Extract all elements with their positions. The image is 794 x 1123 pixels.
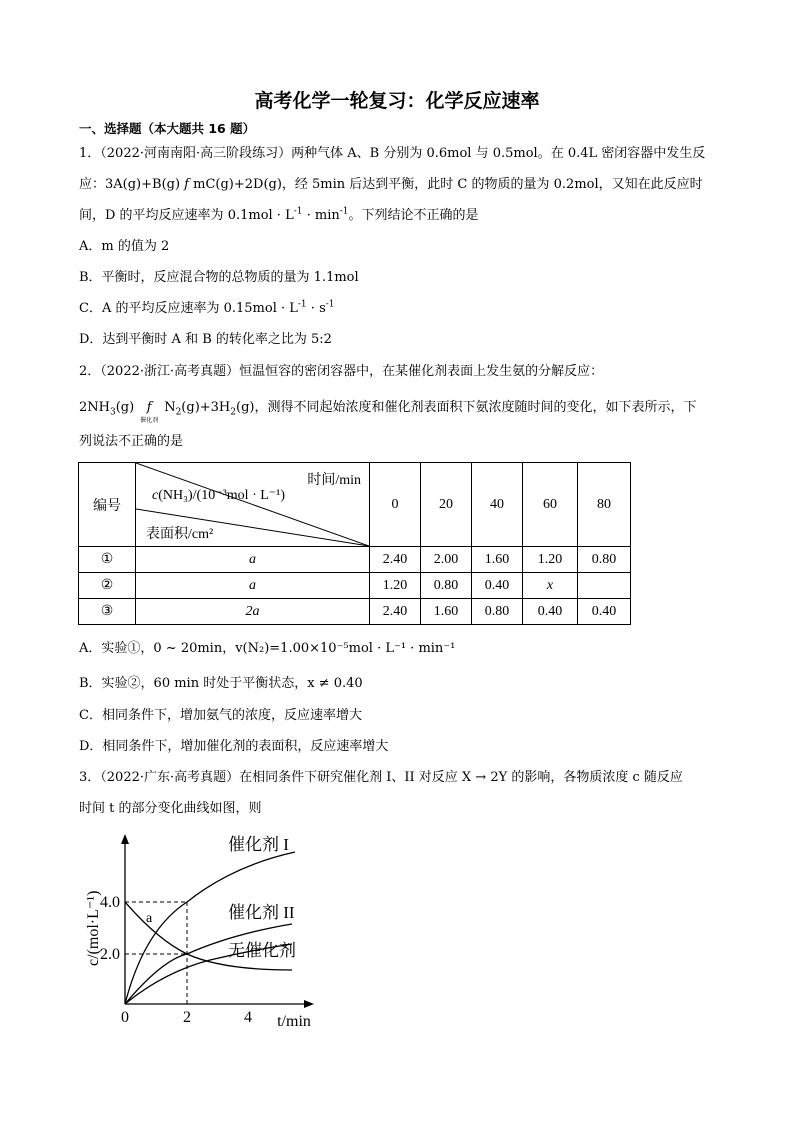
row-value: 1.20 [370, 573, 421, 599]
time-header-80: 80 [578, 463, 631, 547]
q2-eq-catalyst: 催化剂 [140, 417, 159, 424]
time-header-40: 40 [472, 463, 523, 547]
q1-option-b: B．平衡时，反应混合物的总物质的量为 1.1mol [79, 270, 359, 285]
label-catalyst-2: 催化剂 II [228, 903, 295, 922]
page-title: 高考化学一轮复习：化学反应速率 [254, 90, 540, 112]
q2-line3: 列说法不正确的是 [79, 434, 184, 449]
row-value: 1.60 [421, 599, 472, 625]
q2-option-d: D．相同条件下，增加催化剂的表面积，反应速率增大 [79, 739, 389, 754]
row-value: 2.40 [370, 547, 421, 573]
q1-line1: 1．（2022·河南南阳·高三阶段练习）两种气体 A、B 分别为 0.6mol 与 0.5mol。在 0.4L 密闭容器中发生反 [79, 146, 706, 161]
header-conc-symbol: c [152, 488, 159, 503]
q1-optc-sup1: -1 [297, 299, 307, 310]
q1-line2 [79, 177, 703, 193]
row-value [578, 573, 631, 599]
ammonia-data-table [78, 462, 631, 625]
q1-option-c [79, 301, 335, 317]
q2-option-b: B．实验②，60 min 时处于平衡状态，x ≠ 0.40 [79, 676, 363, 691]
concentration-time-graph [82, 826, 332, 1036]
section-heading: 一、选择题（本大题共 16 题） [79, 121, 256, 136]
q2-eq-arrow: f [146, 400, 152, 415]
q2-eq-right: N [164, 400, 176, 415]
q2-option-a: A．实验①，0 ~ 20min，v(N₂)=1.00×10⁻⁵mol · L⁻¹ · min⁻¹ [79, 641, 456, 656]
q1-line3-sup1: -1 [293, 206, 303, 217]
q1-eq-arrow: f [184, 177, 189, 192]
q3-line2: 时间 t 的部分变化曲线如图，则 [79, 801, 262, 816]
header-time: 时间/min [307, 473, 361, 488]
row-value: 0.80 [578, 547, 631, 573]
row-value: 1.60 [472, 547, 523, 573]
header-conc-unit: (NH₃)/(10⁻³mol · L⁻¹) [158, 488, 286, 503]
q1-line3-mid: · min [302, 208, 340, 223]
table-header-row [79, 463, 631, 547]
diagonal-header-cell [136, 463, 370, 547]
ytick-4: 4.0 [100, 894, 120, 911]
x-axis-arrow [304, 1000, 314, 1008]
label-catalyst-1: 催化剂 I [228, 835, 289, 854]
row-value: 0.80 [421, 573, 472, 599]
xtick-2: 2 [183, 1009, 191, 1026]
label-no-catalyst: 无催化剂 [228, 941, 296, 960]
time-header-60: 60 [523, 463, 578, 547]
row-id: ② [79, 573, 136, 599]
row-area-text: 2a [245, 603, 260, 619]
q2-eq-left: 2NH [79, 400, 110, 415]
row-id: ① [79, 547, 136, 573]
q1-eq-left: 应：3A(g)+B(g) [79, 177, 185, 192]
header-concentration [152, 487, 285, 504]
ytick-2: 2.0 [100, 946, 120, 963]
row-value: 2.00 [421, 547, 472, 573]
q1-option-a: A．m 的值为 2 [79, 239, 170, 254]
row-id: ③ [79, 599, 136, 625]
xtick-4: 4 [244, 1009, 252, 1026]
x-axis-label: t/min [277, 1013, 311, 1030]
table-row [79, 573, 631, 599]
row-value: 0.80 [472, 599, 523, 625]
row-value: 1.20 [523, 547, 578, 573]
header-area: 表面积/cm² [146, 527, 214, 542]
q2-line1: 2．（2022·浙江·高考真题）恒温恒容的密闭容器中，在某催化剂表面上发生氨的分解反应： [79, 364, 604, 379]
q1-line3-pre: 间，D 的平均反应速率为 0.1mol · L [79, 208, 294, 223]
y-axis-arrow [121, 834, 129, 844]
q2-option-c: C．相同条件下，增加氨气的浓度，反应速率增大 [79, 708, 362, 723]
row-value: 0.40 [523, 599, 578, 625]
q3-line1: 3．（2022·广东·高考真题）在相同条件下研究催化剂 I、II 对反应 X → 2Y 的影响，各物质浓度 c 随反应 [79, 770, 683, 785]
q1-line3-sup2: -1 [339, 206, 349, 217]
y-axis-label: c/(mol·L⁻¹) [85, 890, 102, 966]
label-a: a [146, 911, 153, 926]
row-area: a [136, 547, 370, 573]
time-header-20: 20 [421, 463, 472, 547]
table-row [79, 599, 631, 625]
time-header-0: 0 [370, 463, 421, 547]
q2-eq-post: ，测得不同起始浓度和催化剂表面积下氨浓度随时间的变化，如下表所示，下 [254, 400, 697, 415]
xtick-0: 0 [121, 1009, 129, 1026]
row-value: 0.40 [472, 573, 523, 599]
q1-line3-post: 。下列结论不正确的是 [348, 208, 479, 223]
q1-optc-pre: C．A 的平均反应速率为 0.15mol · L [79, 301, 298, 316]
row-area [136, 599, 370, 625]
table-row [79, 547, 631, 573]
row-value: 2.40 [370, 599, 421, 625]
col-id-header: 编号 [79, 463, 136, 547]
row-area: a [136, 573, 370, 599]
q1-eq-right: mC(g)+2D(g)，经 5min 后达到平衡，此时 C 的物质的量为 0.2mol，又知在此反应时 [188, 177, 703, 192]
row-value: x [523, 573, 578, 599]
row-value: 0.40 [578, 599, 631, 625]
q1-optc-sup2: -1 [325, 299, 335, 310]
q1-line3 [79, 208, 479, 224]
curve-catalyst-2 [125, 924, 292, 1004]
q1-option-d: D．达到平衡时 A 和 B 的转化率之比为 5:2 [79, 332, 332, 347]
q2-line2: $2NH_3(g)$ f 催化剂 $N_2(g)+3H_2(g)$，测得不同起始浓度和催化剂表面积下氨浓度随时间的变化，如下表所示，下 [79, 400, 696, 416]
q1-optc-mid: · s [306, 301, 326, 316]
